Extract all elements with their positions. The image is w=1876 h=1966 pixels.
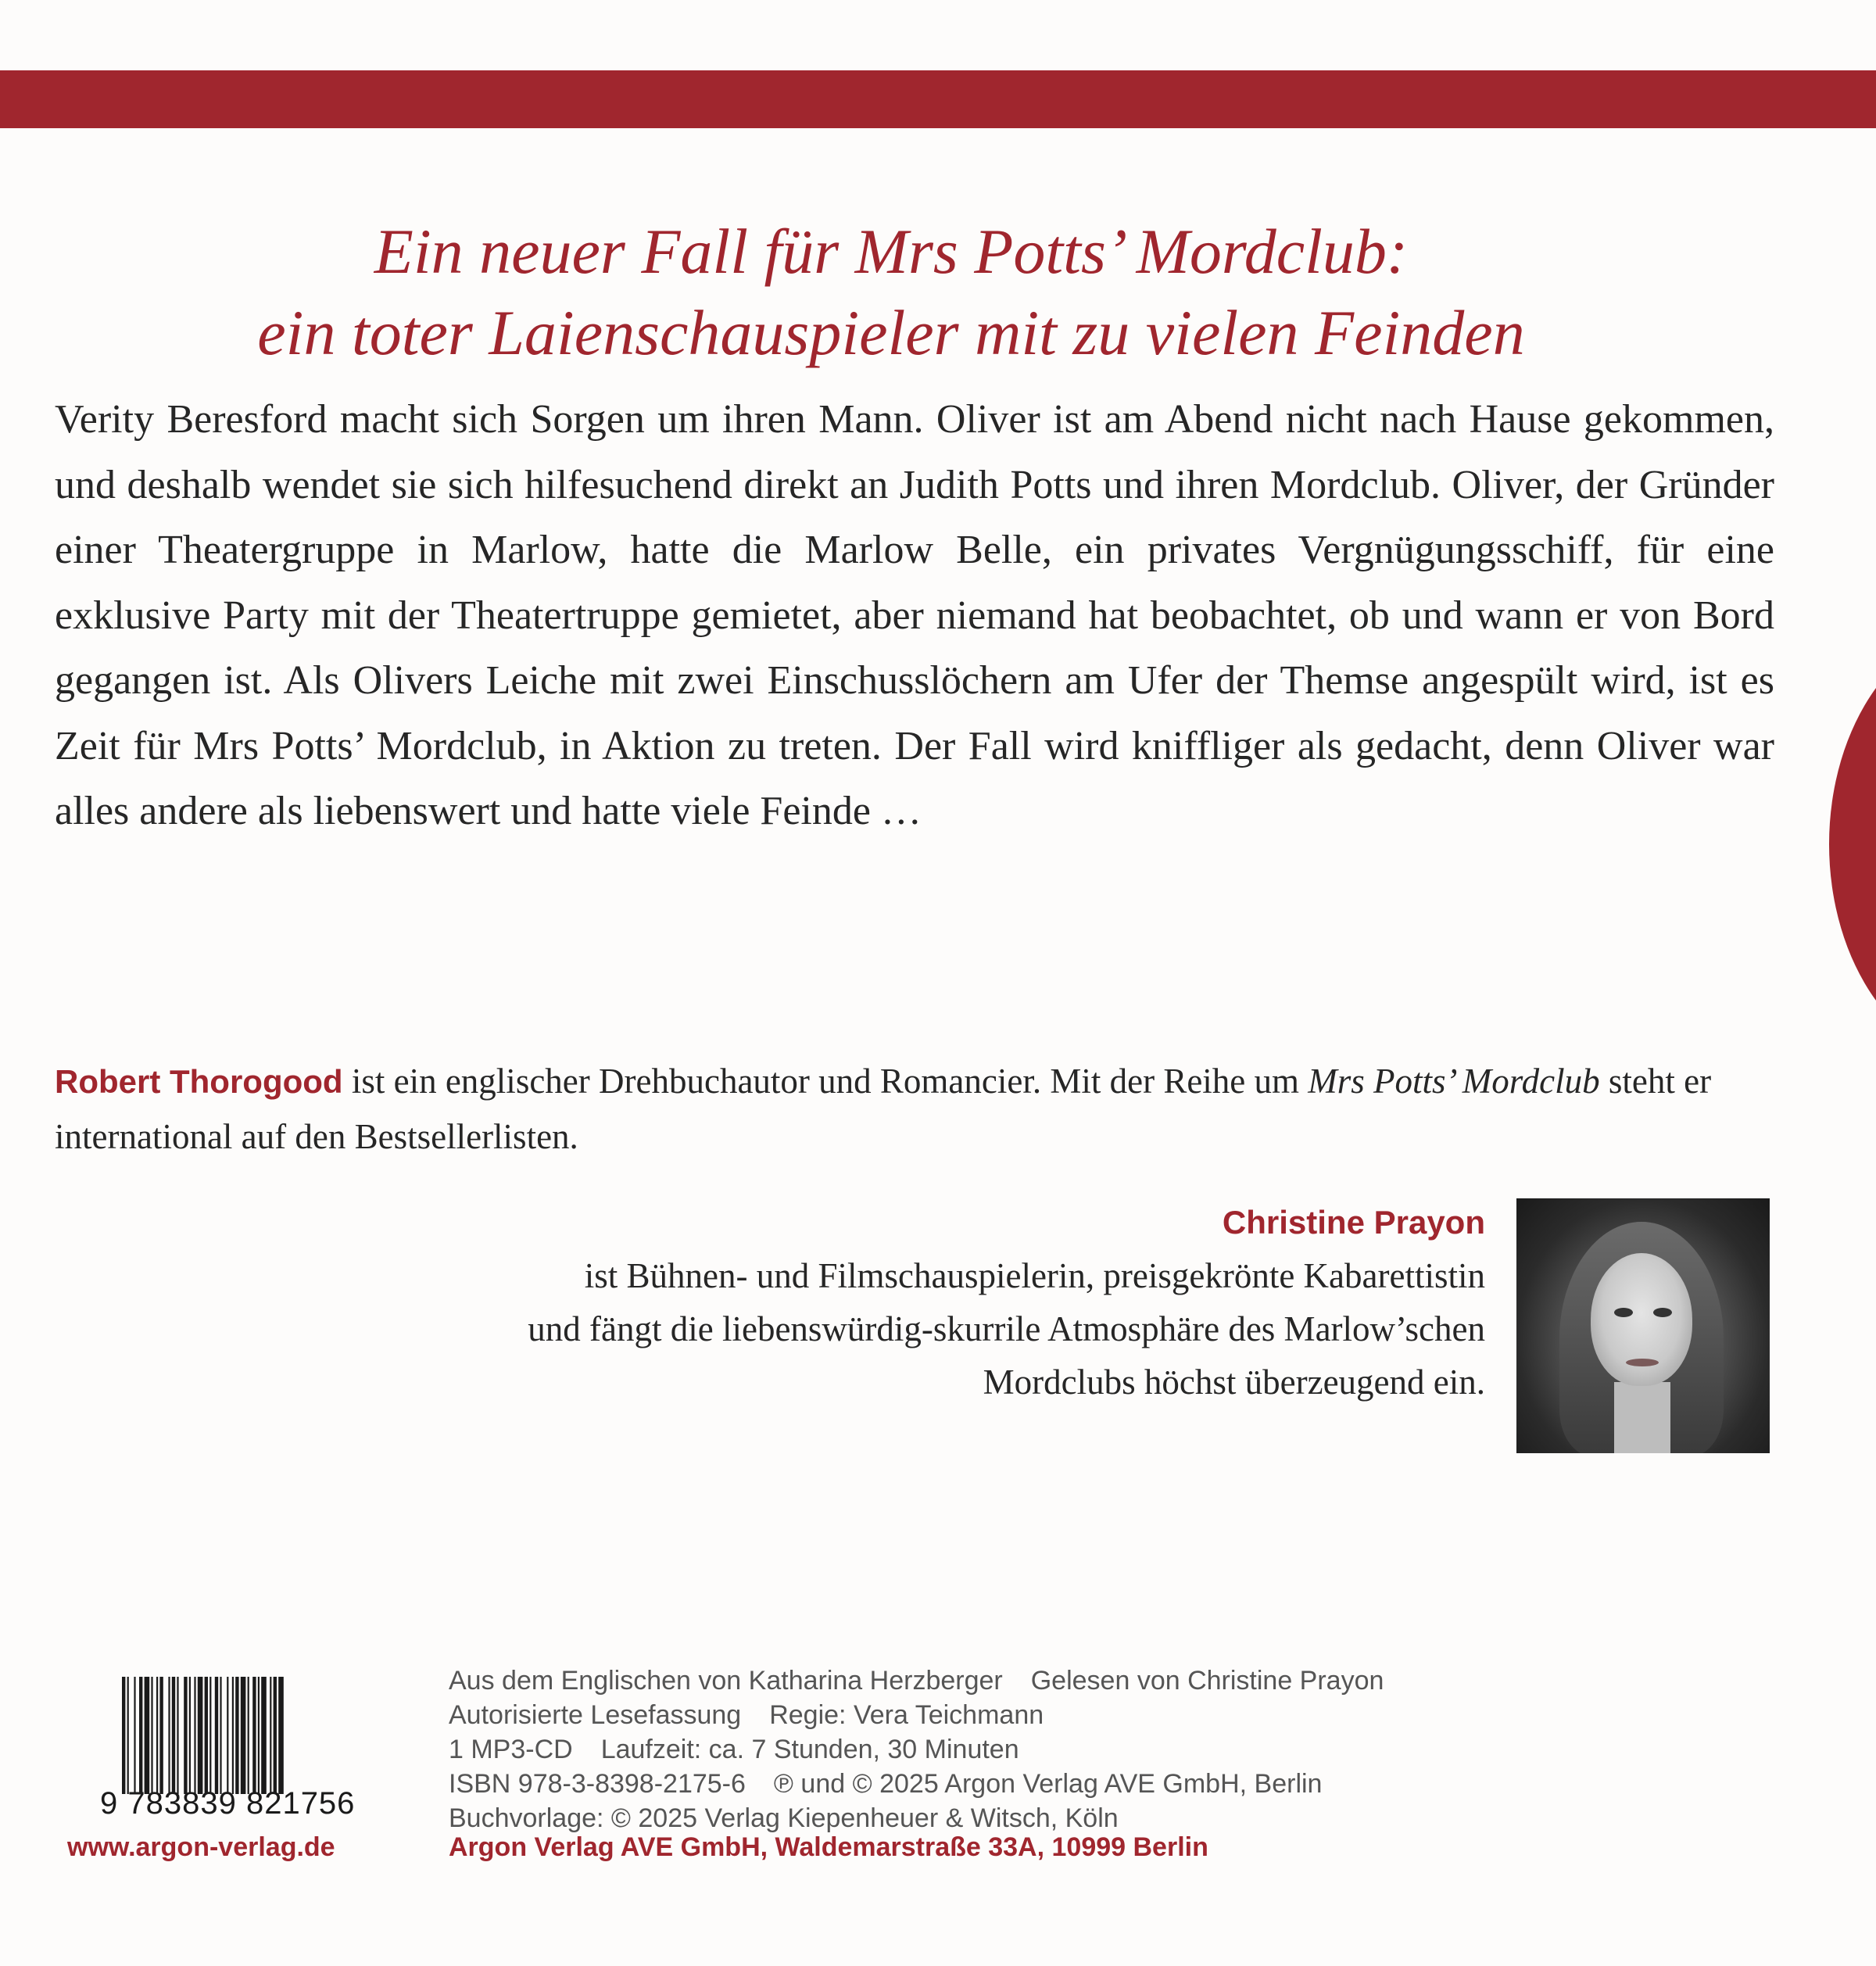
credit-director: Regie: Vera Teichmann [769, 1700, 1044, 1730]
headline [47, 211, 1735, 374]
website-link[interactable]: www.argon-verlag.de [67, 1832, 335, 1862]
credit-isbn: ISBN 978-3-8398-2175-6 [449, 1769, 746, 1799]
series-title: Mrs Potts’ Mordclub [1308, 1062, 1600, 1101]
credits-block [449, 1663, 1384, 1835]
barcode [100, 1677, 401, 1819]
credit-copyright: ℗ und © 2025 Argon Verlag AVE GmbH, Berlin [773, 1769, 1323, 1799]
credit-format: 1 MP3-CD [449, 1735, 573, 1764]
narrator-photo [1516, 1198, 1770, 1453]
author-bio-text-1: ist ein englischer Drehbuchautor und Romancier. Mit der Reihe um [342, 1062, 1309, 1101]
headline-line-2: ein toter Laienschauspieler mit zu vielen Feinden [257, 297, 1525, 368]
credit-reader: Gelesen von Christine Prayon [1030, 1666, 1384, 1696]
narrator-name: Christine Prayon [1222, 1204, 1485, 1241]
credit-runtime: Laufzeit: ca. 7 Stunden, 30 Minuten [600, 1735, 1019, 1764]
publisher-address: Argon Verlag AVE GmbH, Waldemarstraße 33A, 10999 Berlin [449, 1832, 1208, 1862]
narrator-bio [234, 1196, 1485, 1409]
credit-translator: Aus dem Englischen von Katharina Herzberger [449, 1666, 1003, 1696]
author-bio [55, 1054, 1759, 1164]
credit-source: Buchvorlage: © 2025 Verlag Kiepenheuer & Witsch, Köln [449, 1803, 1119, 1833]
author-name: Robert Thorogood [55, 1063, 343, 1100]
headline-line-1: Ein neuer Fall für Mrs Potts’ Mordclub: [374, 216, 1409, 287]
barcode-bars [122, 1677, 396, 1794]
narrator-bio-line-3: Mordclubs höchst überzeugend ein. [983, 1363, 1485, 1402]
barcode-digits: 9 783839 821756 [100, 1786, 356, 1821]
top-color-bar [0, 70, 1876, 128]
credit-edition: Autorisierte Lesefassung [449, 1700, 742, 1730]
narrator-bio-line-1: ist Bühnen- und Filmschauspielerin, preisgekrönte Kabarettistin [584, 1256, 1485, 1295]
decorative-half-circle [1829, 625, 1876, 1063]
synopsis-text: Verity Beresford macht sich Sorgen um ihren Mann. Oliver ist am Abend nicht nach Hause gekommen, und deshalb wendet sie sich hilfesuchend direkt an Judith Potts und ihren Mordclub. Oliver, der Gründer einer Theatergruppe in Marlow, hatte die Marlow Belle, ein privates Vergnügungsschiff, für eine exklusive Party mit der Theatertruppe gemietet, aber niemand hat beobachtet, ob und wann er von Bord gegangen ist. Als Olivers Leiche mit zwei Einschusslöchern am Ufer der Themse angespült wird, ist es Zeit für Mrs Potts’ Mordclub, in Aktion zu treten. Der Fall wird kniffliger als gedacht, denn Oliver war alles andere als liebenswert und hatte viele Feinde … [55, 397, 1774, 833]
author-bio-text-2: steht er international auf den Bestsellerlisten. [55, 1062, 1712, 1156]
narrator-bio-line-2: und fängt die liebenswürdig-skurrile Atmosphäre des Marlow’schen [528, 1309, 1485, 1348]
